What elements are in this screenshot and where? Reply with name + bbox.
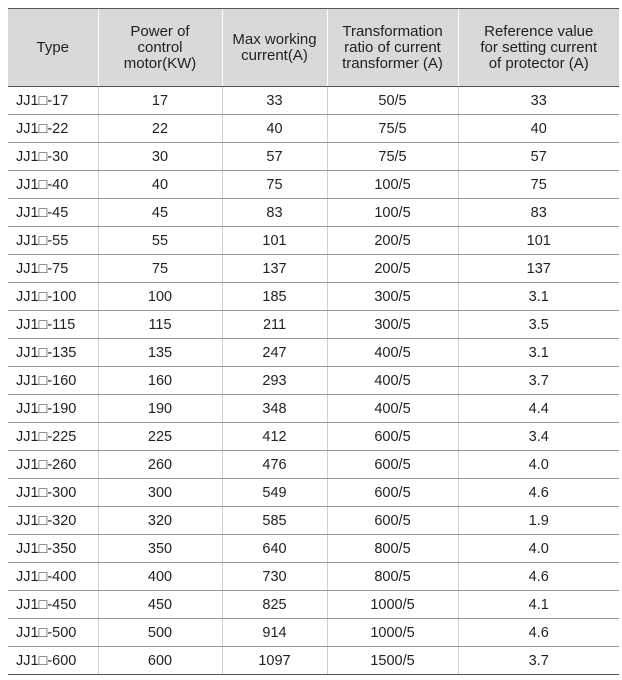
header-line: current(A) xyxy=(241,46,308,64)
cell-motor-power: 190 xyxy=(98,395,222,423)
cell-max-current: 57 xyxy=(222,143,327,171)
cell-ct-ratio: 400/5 xyxy=(327,339,458,367)
cell-type: JJ1□-350 xyxy=(8,535,98,563)
cell-motor-power: 350 xyxy=(98,535,222,563)
table-row xyxy=(8,423,619,451)
cell-max-current: 730 xyxy=(222,563,327,591)
header-line: Reference value xyxy=(484,22,594,40)
table-row xyxy=(8,115,619,143)
header-line: Power of xyxy=(130,22,190,40)
table-row xyxy=(8,143,619,171)
table-row xyxy=(8,339,619,367)
header-line: Type xyxy=(36,38,70,56)
cell-protector-setting: 57 xyxy=(458,143,619,171)
cell-type: JJ1□-500 xyxy=(8,619,98,647)
cell-protector-setting: 4.6 xyxy=(458,563,619,591)
cell-protector-setting: 3.7 xyxy=(458,647,619,675)
cell-protector-setting: 3.1 xyxy=(458,339,619,367)
cell-ct-ratio: 300/5 xyxy=(327,311,458,339)
cell-type: JJ1□-160 xyxy=(8,367,98,395)
cell-motor-power: 160 xyxy=(98,367,222,395)
table-row xyxy=(8,199,619,227)
cell-protector-setting: 33 xyxy=(458,87,619,115)
cell-ct-ratio: 75/5 xyxy=(327,143,458,171)
cell-ct-ratio: 600/5 xyxy=(327,479,458,507)
header-line: Transformation xyxy=(342,22,443,40)
cell-motor-power: 100 xyxy=(98,283,222,311)
cell-protector-setting: 4.6 xyxy=(458,619,619,647)
cell-max-current: 185 xyxy=(222,283,327,311)
cell-max-current: 412 xyxy=(222,423,327,451)
cell-type: JJ1□-75 xyxy=(8,255,98,283)
cell-max-current: 585 xyxy=(222,507,327,535)
cell-ct-ratio: 200/5 xyxy=(327,227,458,255)
cell-motor-power: 600 xyxy=(98,647,222,675)
cell-ct-ratio: 600/5 xyxy=(327,507,458,535)
header-protector-setting xyxy=(458,9,619,87)
header-motor-power xyxy=(98,9,222,87)
table-row xyxy=(8,535,619,563)
cell-max-current: 247 xyxy=(222,339,327,367)
header-line: Max working xyxy=(232,30,317,48)
header-line: ratio of current xyxy=(344,38,441,56)
cell-motor-power: 55 xyxy=(98,227,222,255)
cell-max-current: 549 xyxy=(222,479,327,507)
cell-protector-setting: 1.9 xyxy=(458,507,619,535)
table-row xyxy=(8,283,619,311)
cell-motor-power: 17 xyxy=(98,87,222,115)
cell-protector-setting: 137 xyxy=(458,255,619,283)
cell-ct-ratio: 600/5 xyxy=(327,451,458,479)
cell-motor-power: 225 xyxy=(98,423,222,451)
cell-max-current: 348 xyxy=(222,395,327,423)
cell-type: JJ1□-260 xyxy=(8,451,98,479)
cell-type: JJ1□-100 xyxy=(8,283,98,311)
spec-table xyxy=(8,8,619,675)
cell-max-current: 33 xyxy=(222,87,327,115)
cell-protector-setting: 83 xyxy=(458,199,619,227)
cell-type: JJ1□-225 xyxy=(8,423,98,451)
cell-type: JJ1□-300 xyxy=(8,479,98,507)
table-row xyxy=(8,563,619,591)
cell-max-current: 825 xyxy=(222,591,327,619)
cell-protector-setting: 4.4 xyxy=(458,395,619,423)
header-row xyxy=(8,9,619,87)
cell-type: JJ1□-450 xyxy=(8,591,98,619)
cell-ct-ratio: 300/5 xyxy=(327,283,458,311)
table-body xyxy=(8,87,619,675)
cell-type: JJ1□-45 xyxy=(8,199,98,227)
cell-protector-setting: 75 xyxy=(458,171,619,199)
table-row xyxy=(8,451,619,479)
header-ct-ratio xyxy=(327,9,458,87)
table-row xyxy=(8,87,619,115)
table-row xyxy=(8,479,619,507)
cell-type: JJ1□-17 xyxy=(8,87,98,115)
cell-protector-setting: 40 xyxy=(458,115,619,143)
cell-ct-ratio: 400/5 xyxy=(327,367,458,395)
table-row xyxy=(8,255,619,283)
cell-motor-power: 30 xyxy=(98,143,222,171)
cell-protector-setting: 3.7 xyxy=(458,367,619,395)
cell-max-current: 914 xyxy=(222,619,327,647)
cell-type: JJ1□-55 xyxy=(8,227,98,255)
table-row xyxy=(8,311,619,339)
header-line: control xyxy=(137,38,183,56)
cell-ct-ratio: 1000/5 xyxy=(327,591,458,619)
header-max-current xyxy=(222,9,327,87)
cell-ct-ratio: 1500/5 xyxy=(327,647,458,675)
header-line: of protector (A) xyxy=(488,54,589,72)
table-row xyxy=(8,591,619,619)
cell-max-current: 1097 xyxy=(222,647,327,675)
table-row xyxy=(8,647,619,675)
cell-type: JJ1□-30 xyxy=(8,143,98,171)
cell-ct-ratio: 800/5 xyxy=(327,535,458,563)
cell-ct-ratio: 75/5 xyxy=(327,115,458,143)
cell-max-current: 293 xyxy=(222,367,327,395)
cell-max-current: 101 xyxy=(222,227,327,255)
cell-type: JJ1□-190 xyxy=(8,395,98,423)
cell-motor-power: 135 xyxy=(98,339,222,367)
cell-motor-power: 400 xyxy=(98,563,222,591)
cell-motor-power: 260 xyxy=(98,451,222,479)
table-row xyxy=(8,507,619,535)
table-row xyxy=(8,367,619,395)
cell-type: JJ1□-22 xyxy=(8,115,98,143)
cell-ct-ratio: 200/5 xyxy=(327,255,458,283)
cell-protector-setting: 4.0 xyxy=(458,451,619,479)
cell-protector-setting: 101 xyxy=(458,227,619,255)
table-row xyxy=(8,171,619,199)
header-line: for setting current xyxy=(480,38,598,56)
cell-motor-power: 450 xyxy=(98,591,222,619)
cell-type: JJ1□-40 xyxy=(8,171,98,199)
cell-max-current: 211 xyxy=(222,311,327,339)
cell-type: JJ1□-600 xyxy=(8,647,98,675)
cell-motor-power: 115 xyxy=(98,311,222,339)
cell-ct-ratio: 100/5 xyxy=(327,171,458,199)
cell-max-current: 640 xyxy=(222,535,327,563)
header-line: transformer (A) xyxy=(342,54,443,72)
cell-max-current: 83 xyxy=(222,199,327,227)
header-line: motor(KW) xyxy=(123,54,197,72)
cell-type: JJ1□-135 xyxy=(8,339,98,367)
cell-motor-power: 75 xyxy=(98,255,222,283)
cell-protector-setting: 3.1 xyxy=(458,283,619,311)
cell-max-current: 476 xyxy=(222,451,327,479)
cell-ct-ratio: 400/5 xyxy=(327,395,458,423)
cell-max-current: 137 xyxy=(222,255,327,283)
cell-max-current: 75 xyxy=(222,171,327,199)
cell-protector-setting: 3.5 xyxy=(458,311,619,339)
cell-ct-ratio: 50/5 xyxy=(327,87,458,115)
table-header xyxy=(8,9,619,87)
table-row xyxy=(8,227,619,255)
cell-motor-power: 300 xyxy=(98,479,222,507)
table-row xyxy=(8,619,619,647)
cell-type: JJ1□-320 xyxy=(8,507,98,535)
table-row xyxy=(8,395,619,423)
cell-max-current: 40 xyxy=(222,115,327,143)
cell-protector-setting: 4.1 xyxy=(458,591,619,619)
header-type xyxy=(8,9,98,87)
cell-ct-ratio: 600/5 xyxy=(327,423,458,451)
cell-protector-setting: 4.6 xyxy=(458,479,619,507)
cell-motor-power: 45 xyxy=(98,199,222,227)
cell-motor-power: 320 xyxy=(98,507,222,535)
cell-type: JJ1□-400 xyxy=(8,563,98,591)
cell-ct-ratio: 1000/5 xyxy=(327,619,458,647)
cell-ct-ratio: 800/5 xyxy=(327,563,458,591)
cell-type: JJ1□-115 xyxy=(8,311,98,339)
cell-motor-power: 22 xyxy=(98,115,222,143)
cell-motor-power: 500 xyxy=(98,619,222,647)
cell-ct-ratio: 100/5 xyxy=(327,199,458,227)
cell-protector-setting: 4.0 xyxy=(458,535,619,563)
cell-protector-setting: 3.4 xyxy=(458,423,619,451)
cell-motor-power: 40 xyxy=(98,171,222,199)
